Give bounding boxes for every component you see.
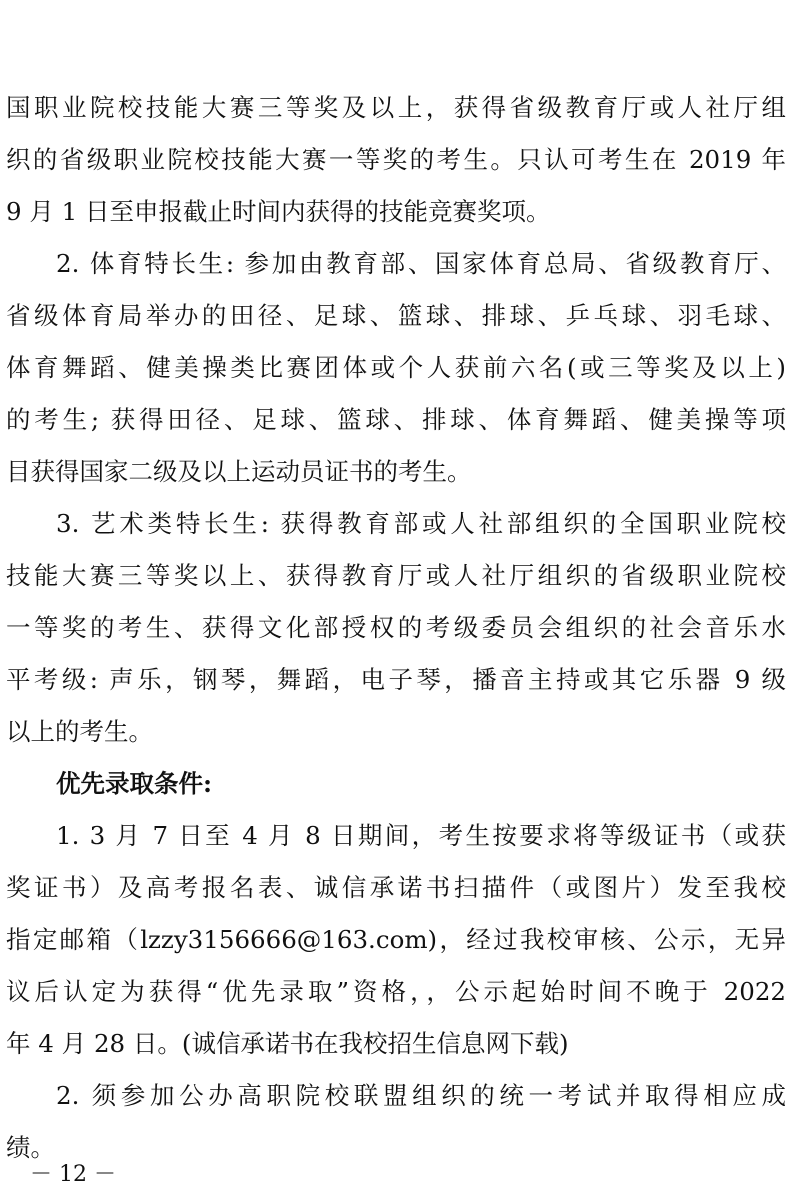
body-text-line: 平考级: 声乐，钢琴，舞蹈，电子琴，播音主持或其它乐器 9 级	[6, 665, 786, 694]
body-text-line: 绩。	[6, 1133, 55, 1162]
body-text-line: 体育舞蹈、健美操类比赛团体或个人获前六名(或三等奖及以上)	[6, 353, 786, 382]
body-text-line: 省级体育局举办的田径、足球、篮球、排球、乒乓球、羽毛球、	[6, 301, 786, 330]
body-text-line: 3. 艺术类特长生: 获得教育部或人社部组织的全国职业院校	[56, 509, 786, 538]
page-number: － 12 －	[30, 1162, 116, 1187]
body-text-line: 2. 须参加公办高职院校联盟组织的统一考试并取得相应成	[56, 1081, 786, 1110]
body-text-line: 年 4 月 28 日。(诚信承诺书在我校招生信息网下载)	[6, 1029, 569, 1058]
body-text-line: 一等奖的考生、获得文化部授权的考级委员会组织的社会音乐水	[6, 613, 786, 642]
body-text-line: 2. 体育特长生: 参加由教育部、国家体育总局、省级教育厅、	[56, 249, 786, 278]
body-text-line: 9 月 1 日至申报截止时间内获得的技能竞赛奖项。	[6, 197, 551, 226]
body-text-line: 1. 3 月 7 日至 4 月 8 日期间，考生按要求将等级证书（或获	[56, 821, 786, 850]
body-text-line: 指定邮箱（lzzy3156666@163.com)，经过我校审核、公示，无异	[6, 925, 786, 954]
body-text-line: 议后认定为获得“优先录取”资格，，公示起始时间不晚于 2022	[6, 977, 786, 1006]
body-text-line: 奖证书）及高考报名表、诚信承诺书扫描件（或图片）发至我校	[6, 873, 786, 902]
body-text-line: 以上的考生。	[6, 717, 153, 746]
section-heading: 优先录取条件:	[56, 769, 213, 798]
body-text-line: 国职业院校技能大赛三等奖及以上，获得省级教育厅或人社厅组	[6, 93, 786, 122]
body-text-line: 技能大赛三等奖以上、获得教育厅或人社厅组织的省级职业院校	[6, 561, 786, 590]
body-text-line: 的考生; 获得田径、足球、篮球、排球、体育舞蹈、健美操等项	[6, 405, 786, 434]
body-text-line: 织的省级职业院校技能大赛一等奖的考生。只认可考生在 2019 年	[6, 145, 786, 174]
body-text-line: 目获得国家二级及以上运动员证书的考生。	[6, 457, 472, 486]
